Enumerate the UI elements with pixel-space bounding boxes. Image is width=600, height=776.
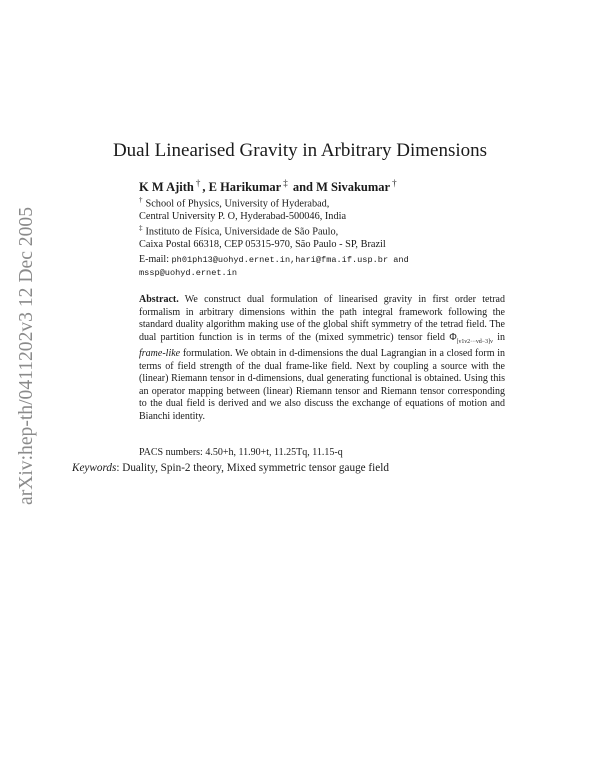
- author-name: M Sivakumar: [316, 180, 391, 195]
- affiliation-hyderabad: † School of Physics, University of Hyderabad, Central University P. O, Hyderabad-500046, India: [139, 196, 347, 223]
- tensor-symbol: $\Phi_{[\nu 1\nu 2\cdot\cdot\cdot\nu d-3]\nu}$: [449, 331, 493, 345]
- affiliation-mark: †: [195, 178, 201, 188]
- keywords-label: Keywords: [72, 462, 117, 474]
- arxiv-stamp-text: arXiv:hep-th/0411202v3 12 Dec 2005: [16, 208, 37, 505]
- email-address: ph01ph13@uohyd.ernet.in,hari@fma.if.usp.br and: [171, 255, 409, 265]
- author-name: K M Ajith: [139, 180, 194, 195]
- abstract-label: Abstract.: [139, 294, 179, 305]
- abstract: Abstract. We construct dual formulation of linearised gravity in first order tetrad formalism in arbitrary dimensions within the path integral framework following the standard duality algorithm making use of the global shift symmetry of the tetrad field. The dual partition function is in terms of the (mixed symmetric) tensor field $\Phi_{[\nu 1\nu 2\cdot\cdot\cdot\nu d-3]\nu}$ in frame-like formulation. We obtain in d-dimensions the dual Lagrangian in a closed form in terms of field strength of the dual frame-like field. Next by coupling a source with the (linear) Riemann tensor in d-dimensions, dual generating functional is obtained. Using this an operator mapping between (linear) Riemann tensor and Riemann tensor corresponding to the dual field is derived and we also discuss the exchange of equations of motion and Bianchi identity.: [139, 294, 505, 422]
- keywords: Keywords: Duality, Spin-2 theory, Mixed symmetric tensor gauge field: [72, 462, 389, 474]
- affiliation-sao-paulo: ‡ Instituto de Física, Universidade de São Paulo, Caixa Postal 66318, CEP 05315-970, São Paulo - SP, Brazil: [139, 224, 386, 251]
- author-list: K M Ajith † , E Harikumar ‡ and M Sivakumar †: [139, 178, 397, 195]
- author-name: E Harikumar: [208, 180, 282, 195]
- affiliation-mark: †: [392, 178, 397, 188]
- arxiv-stamp: [10, 205, 40, 505]
- pacs-numbers: PACS numbers: 4.50+h, 11.90+t, 11.25Tq, 11.15-q: [139, 447, 343, 458]
- email-label: E-mail:: [139, 254, 172, 265]
- email-block: [139, 253, 409, 280]
- email-address: mssp@uohyd.ernet.in: [139, 268, 237, 278]
- affiliation-mark: ‡: [283, 178, 288, 188]
- paper-title: Dual Linearised Gravity in Arbitrary Dimensions: [112, 140, 488, 161]
